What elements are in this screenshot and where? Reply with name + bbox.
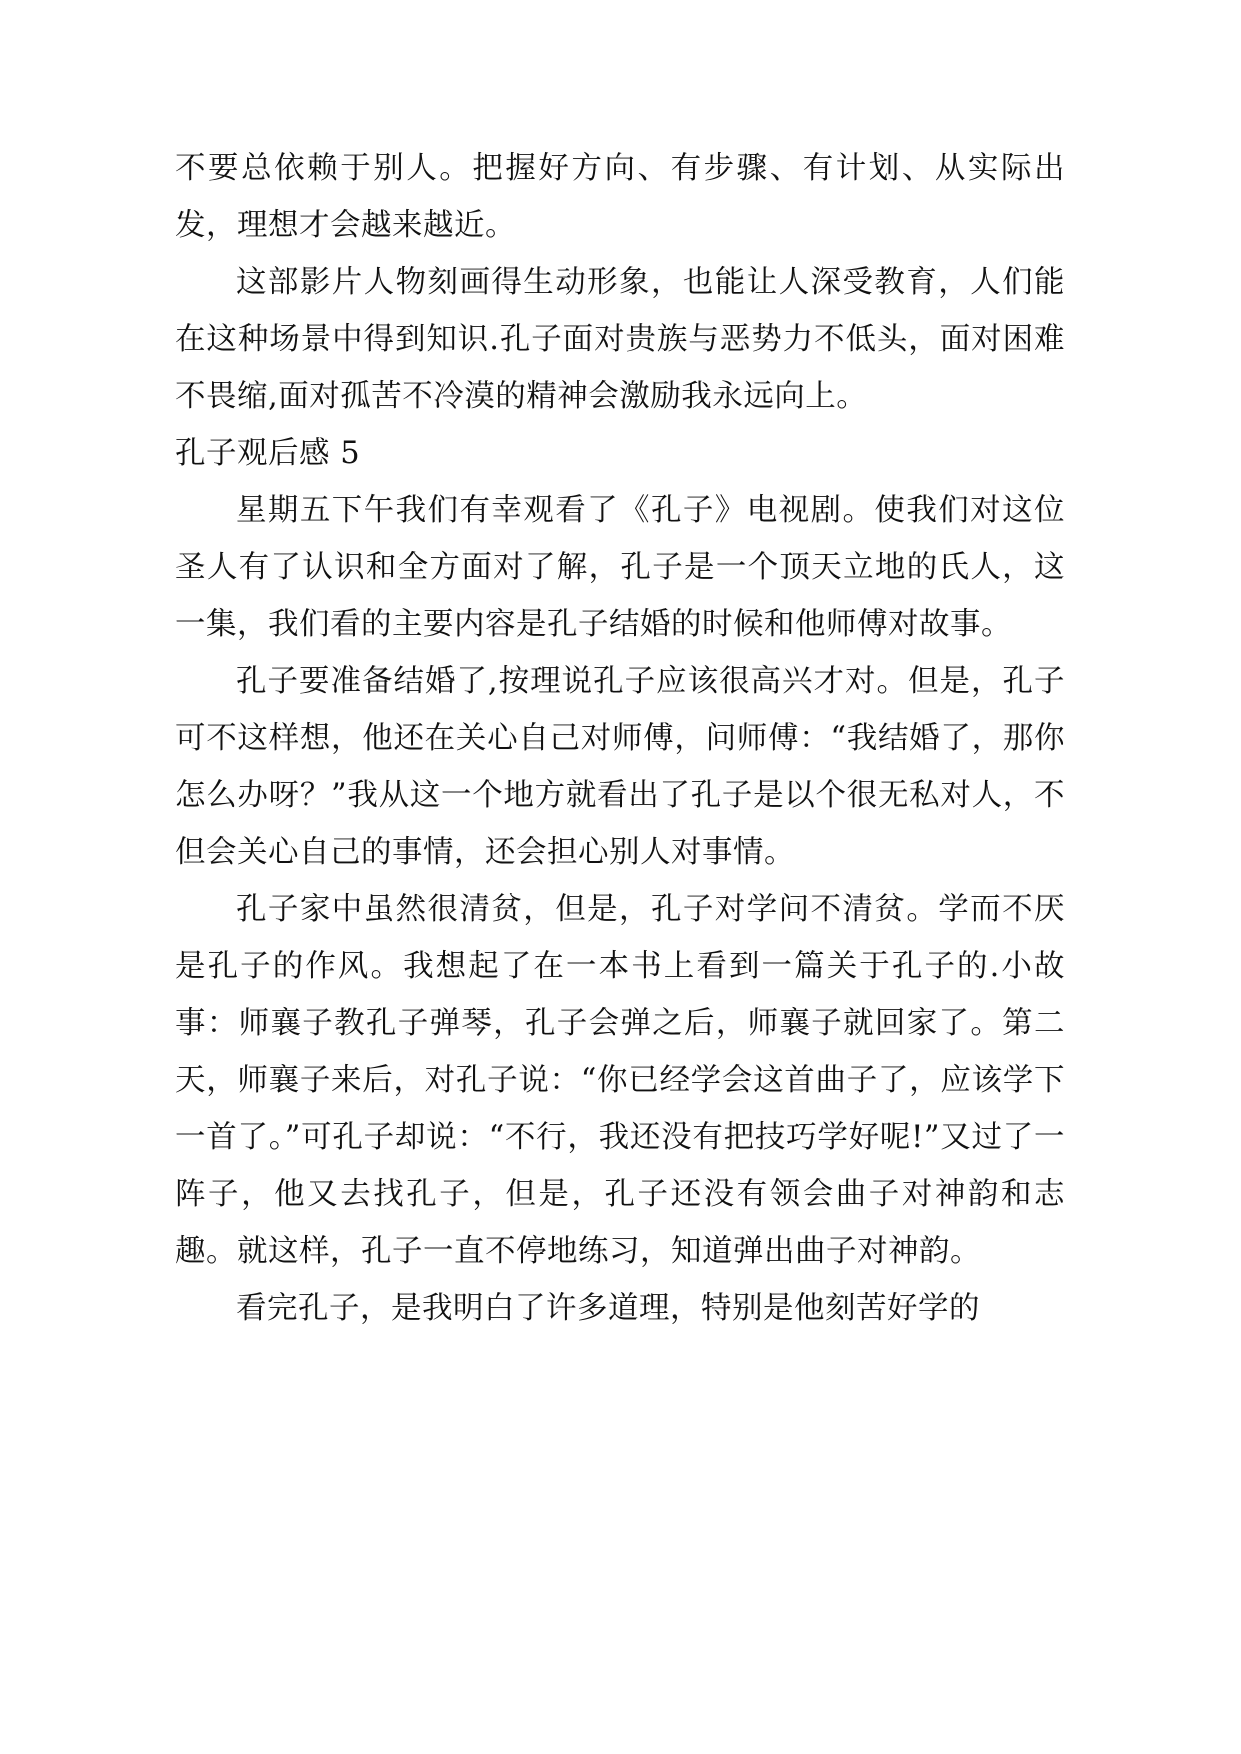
document-body	[175, 140, 1065, 1337]
paragraph-friday-viewing: 星期五下午我们有幸观看了《孔子》电视剧。使我们对这位圣人有了认识和全方面对了解，孔子是一个顶天立地的氏人，这一集，我们看的主要内容是孔子结婚的时候和他师傅对故事。	[175, 493, 1065, 642]
paragraph-poor-but-learned: 孔子家中虽然很清贫，但是，孔子对学问不清贫。学而不厌是孔子的作风。我想起了在一本书上看到一篇关于孔子的.小故事：师襄子教孔子弹琴，孔子会弹之后，师襄子就回家了。第二天，师襄子来后，对孔子说：“你已经学会这首曲子了，应该学下一首了。”可孔子却说：“不行，我还没有把技巧学好呢!”又过了一阵子，他又去找孔子，但是，孔子还没有领会曲子对神韵和志趣。就这样，孔子一直不停地练习，知道弹出曲子对神韵。	[175, 892, 1065, 1269]
paragraph-marriage-story: 孔子要准备结婚了,按理说孔子应该很高兴才对。但是，孔子可不这样想，他还在关心自己对师傅，问师傅：“我结婚了，那你怎么办呀？”我从这一个地方就看出了孔子是以个很无私对人，不但会关心自己的事情，还会担心别人对事情。	[175, 664, 1065, 870]
paragraph-conclusion: 看完孔子，是我明白了许多道理，特别是他刻苦好学的	[236, 1291, 980, 1326]
section-heading-kongzi-5: 孔子观后感 5	[175, 436, 361, 471]
paragraph-film-impression: 这部影片人物刻画得生动形象，也能让人深受教育，人们能在这种场景中得到知识.孔子面对贵族与恶势力不低头，面对困难不畏缩,面对孤苦不冷漠的精神会激励我永远向上。	[175, 265, 1065, 414]
paragraph-continuation: 不要总依赖于别人。把握好方向、有步骤、有计划、从实际出发，理想才会越来越近。	[175, 151, 1065, 243]
